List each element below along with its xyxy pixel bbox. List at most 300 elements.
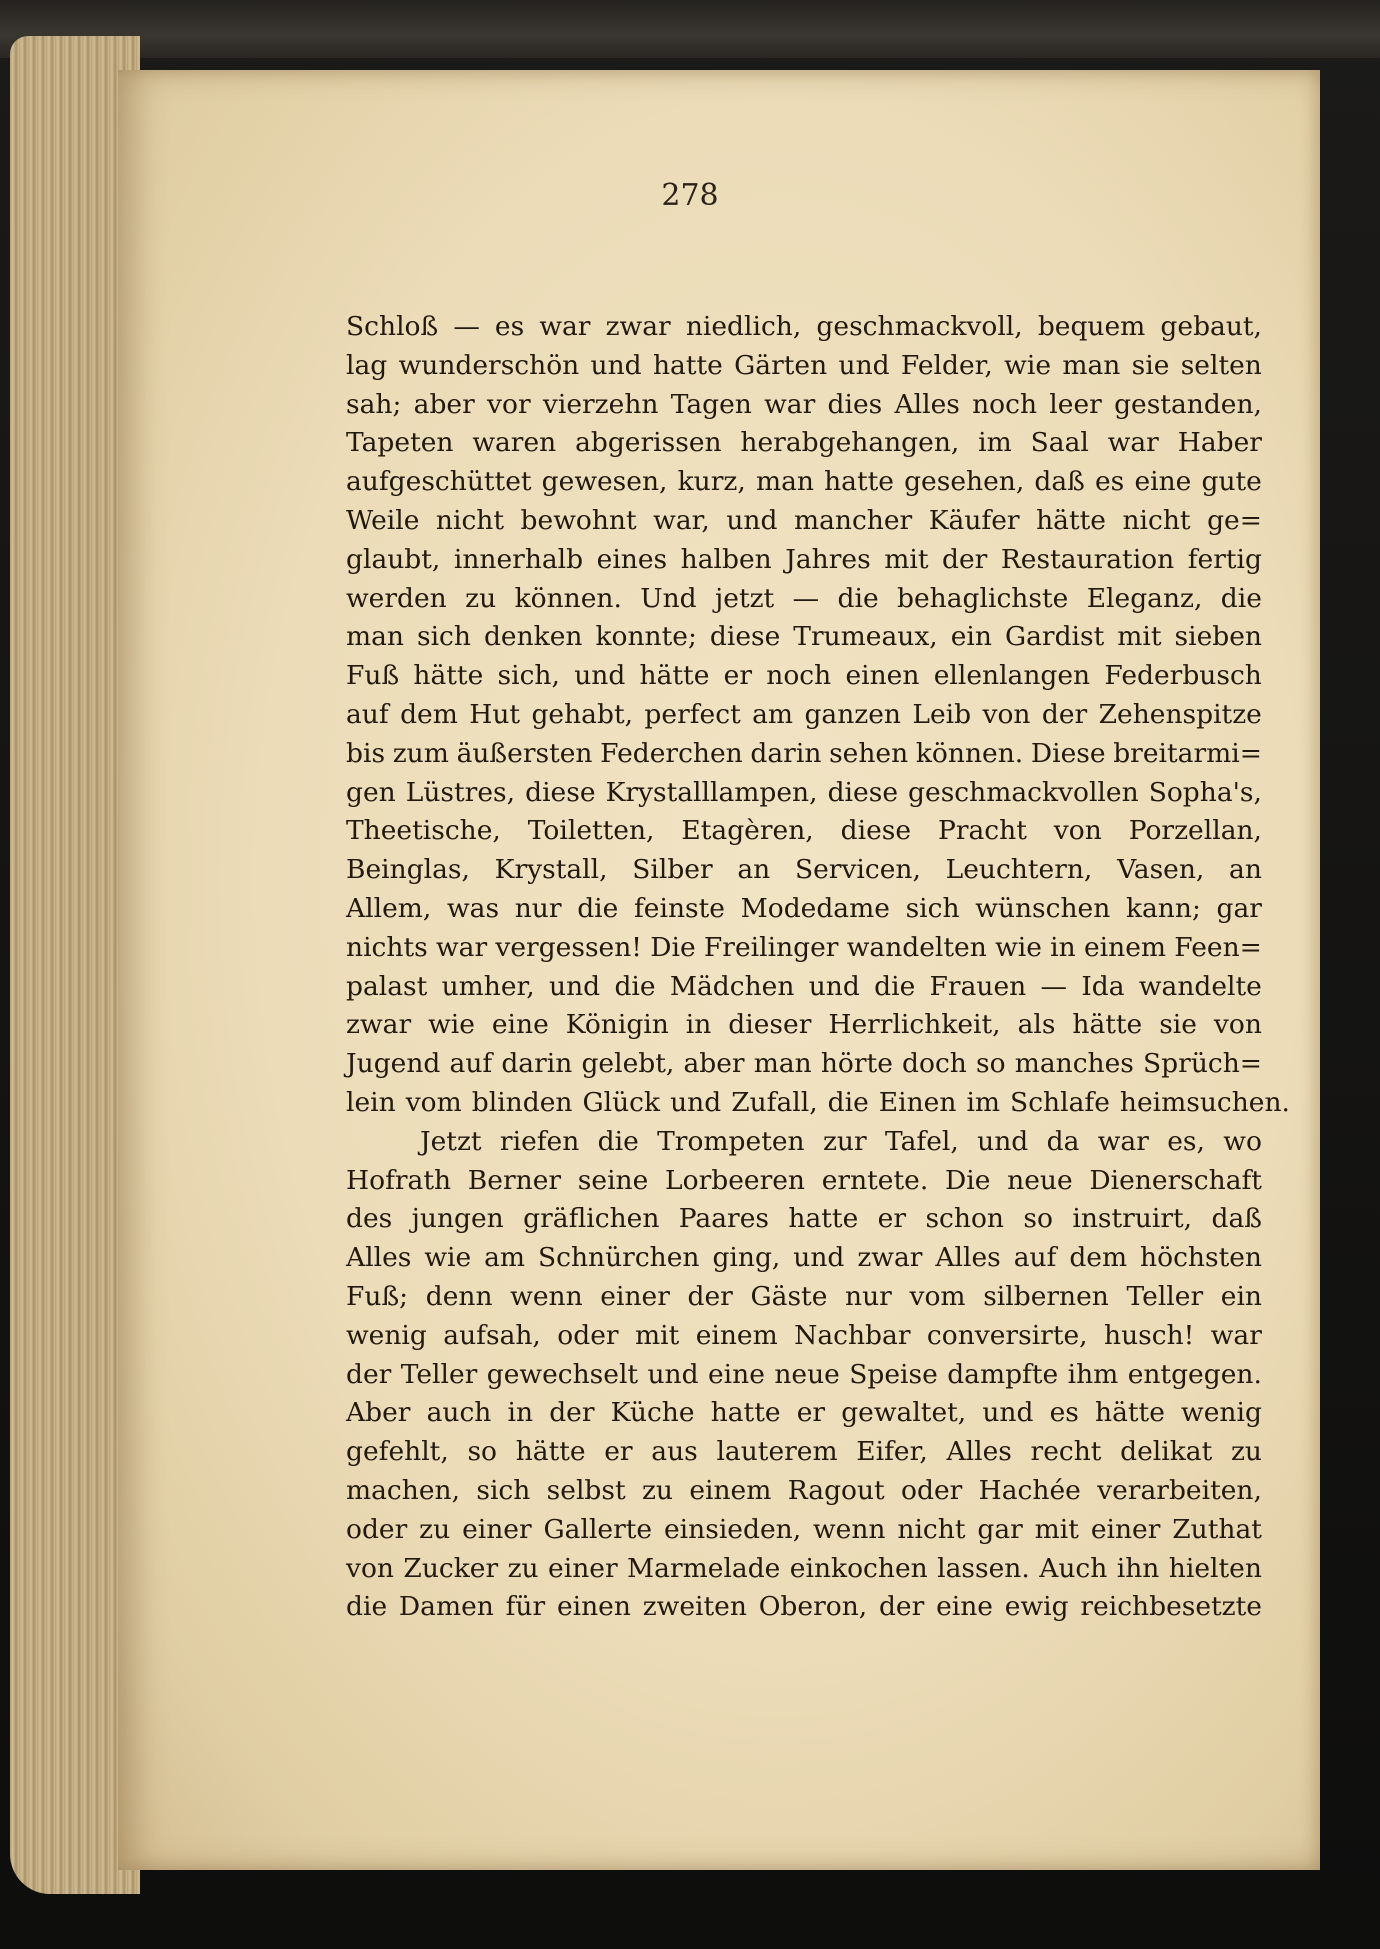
word: leer [1049, 388, 1102, 420]
body-text [346, 308, 1290, 1627]
word: er [796, 1397, 826, 1429]
word: auch [426, 1397, 492, 1429]
word: glaubt, [346, 543, 441, 575]
word: manches [1014, 1048, 1134, 1080]
word: Zufall, [731, 1086, 818, 1118]
word: der [1041, 698, 1088, 730]
text-line [346, 1550, 1262, 1589]
word: und [670, 1086, 722, 1118]
word: Tafel, [885, 1125, 959, 1157]
word: aber [683, 1048, 745, 1080]
word: die [597, 1125, 639, 1157]
word: Die [944, 1164, 991, 1196]
word: man [1062, 349, 1121, 381]
word: Trumeaux, [793, 621, 938, 653]
word: am [484, 1242, 526, 1274]
word: Saal [1030, 427, 1089, 459]
word: zu [641, 1474, 673, 1506]
word: Zuthat [1172, 1513, 1262, 1545]
word: diese [709, 621, 781, 653]
word: dieser [728, 1009, 812, 1041]
word: und [590, 349, 642, 381]
word: breitarmi= [1113, 737, 1262, 769]
text-line [346, 308, 1262, 347]
word: recht [1030, 1436, 1102, 1468]
word: auf [346, 698, 389, 730]
word: einem [1083, 931, 1167, 963]
word: Fuß [346, 660, 400, 692]
word: am [752, 698, 794, 730]
word: reichbesetzte [1080, 1591, 1262, 1623]
word: ge= [1207, 504, 1262, 536]
word: hörte [820, 1048, 893, 1080]
word: bequem [1037, 311, 1146, 342]
word: und [977, 1125, 1029, 1157]
word: von [982, 698, 1031, 730]
text-line [346, 929, 1262, 968]
word: hatte [652, 349, 723, 381]
word: Feen= [1174, 931, 1262, 963]
word: höchsten [1140, 1242, 1262, 1274]
word: Einen [878, 1086, 957, 1118]
word: hielten [1168, 1552, 1262, 1584]
word: husch! [1104, 1319, 1195, 1351]
word: die [827, 1086, 869, 1118]
word: war [1097, 1125, 1149, 1157]
word: Schlafe [1010, 1086, 1110, 1118]
text-line [346, 774, 1262, 813]
word: Servicen, [794, 854, 921, 886]
word: es [1049, 1397, 1079, 1429]
word: mit [1034, 1513, 1079, 1545]
word: in [1050, 931, 1076, 963]
word: Küche [610, 1397, 695, 1429]
word: perfect [644, 698, 741, 730]
word: Toiletten, [527, 815, 655, 847]
word: Die [650, 931, 696, 963]
text-line [346, 696, 1262, 735]
word: — [792, 582, 820, 614]
word: Sopha's, [1148, 776, 1262, 808]
word: in [507, 1397, 534, 1429]
word: hätte [1072, 1009, 1143, 1041]
word: so [467, 1436, 498, 1468]
word: aufsah, [443, 1319, 541, 1351]
word: Freilinger [703, 931, 839, 963]
word: hatte [824, 466, 894, 498]
word: Theetische, [346, 815, 501, 847]
text-line [346, 1084, 1290, 1123]
text-line [346, 1511, 1262, 1550]
word: es, [1167, 1125, 1205, 1157]
word: Und [640, 582, 697, 614]
word: von [1213, 1009, 1262, 1041]
word: palast [346, 970, 428, 1002]
word: oder [557, 1319, 619, 1351]
word: sich [905, 892, 960, 924]
text-line [346, 618, 1262, 657]
word: einem [689, 1474, 772, 1506]
word: wie [995, 931, 1042, 963]
word: hätte [515, 1436, 586, 1468]
word: vom [909, 1280, 966, 1312]
word: lauterem [716, 1436, 838, 1468]
word: zu [1230, 1436, 1262, 1468]
word: Dienerschaft [1089, 1164, 1262, 1196]
word: Beinglas, [346, 854, 470, 886]
word: Diese [1030, 737, 1106, 769]
text-line [346, 1317, 1262, 1356]
word: Gardist [1004, 621, 1105, 653]
word: jungen [411, 1203, 504, 1235]
word: hätte [1036, 504, 1106, 536]
word: Trompeten [657, 1125, 805, 1157]
word: der [878, 1591, 925, 1623]
word: Herrlichkeit, [828, 1009, 1001, 1041]
word: gestanden, [1114, 388, 1262, 420]
word: ganzen [804, 698, 901, 730]
word: Oberon, [758, 1591, 868, 1623]
word: Eifer, [856, 1436, 928, 1468]
word: vor [487, 388, 531, 420]
word: die [1220, 582, 1262, 614]
word: war [435, 931, 488, 963]
word: nur [845, 1280, 892, 1312]
word: gar [977, 1513, 1023, 1545]
word: blinden [471, 1086, 573, 1118]
word: dem [400, 698, 458, 730]
word: einer [1090, 1513, 1161, 1545]
word: Silber [632, 854, 713, 886]
word: gewaltet, [841, 1397, 967, 1429]
word: wenn [813, 1513, 886, 1545]
word: und [549, 970, 601, 1002]
word: war [1107, 427, 1159, 459]
text-line [346, 1123, 1262, 1162]
word: Teller [400, 1358, 478, 1390]
word: so [976, 1048, 1006, 1080]
word: die [874, 970, 916, 1002]
word: Fuß; [346, 1280, 409, 1312]
text-line [346, 1006, 1262, 1045]
word: war [764, 388, 816, 420]
word: Modedame [740, 892, 890, 924]
word: zweiten [642, 1591, 747, 1623]
word: wandelte [1138, 970, 1262, 1002]
word: noch [972, 388, 1038, 420]
word: einen [556, 1591, 631, 1623]
word: als [1017, 1009, 1056, 1041]
word: Etagèren, [681, 815, 814, 847]
word: vergessen! [495, 931, 642, 963]
word: seine [577, 1164, 649, 1196]
word: dies [827, 388, 883, 420]
word: delikat [1120, 1436, 1213, 1468]
word: hatte [788, 1203, 859, 1235]
word: Schnürchen [537, 1242, 700, 1274]
word: Hachée [978, 1474, 1081, 1506]
word: zu [465, 582, 497, 614]
word: vom [405, 1086, 462, 1118]
word: darin [750, 737, 822, 769]
word: von [1053, 815, 1102, 847]
word: gute [1201, 466, 1262, 498]
word: die [346, 1591, 388, 1623]
word: hätte [1095, 1397, 1165, 1429]
word: Zucker [403, 1552, 499, 1584]
word: die [614, 970, 656, 1002]
word: im [978, 427, 1012, 459]
word: conversirte, [926, 1319, 1088, 1351]
word: wie [424, 1242, 472, 1274]
word: einen [845, 660, 920, 692]
word: wie [428, 1009, 475, 1041]
word: instruirt, [1072, 1203, 1193, 1235]
word: war, [653, 504, 710, 536]
word: war [539, 311, 591, 342]
word: gehabt, [531, 698, 634, 730]
word: umher, [441, 970, 535, 1002]
word: er [723, 660, 753, 692]
word: erntete. [821, 1164, 929, 1196]
text-line [346, 1200, 1262, 1239]
text-line [346, 463, 1262, 502]
word: Pracht [937, 815, 1027, 847]
word: lassen. [937, 1552, 1030, 1584]
word: — [453, 311, 480, 342]
word: Federchen [600, 737, 743, 769]
word: die [577, 892, 619, 924]
word: des [346, 1203, 393, 1235]
word: und [808, 970, 860, 1002]
word: waren [472, 427, 557, 459]
word: diese [827, 776, 898, 808]
word: der [549, 1397, 595, 1429]
text-line [346, 580, 1262, 619]
word: — [1040, 970, 1068, 1002]
word: Speise [849, 1358, 938, 1390]
word: aufgeschüttet [346, 466, 532, 498]
word: Schloß [346, 311, 439, 342]
word: nicht [897, 1513, 966, 1545]
word: ein [950, 621, 992, 653]
word: Marmelade [627, 1552, 781, 1584]
text-line [346, 1394, 1262, 1433]
word: neue [1007, 1164, 1073, 1196]
word: ein [1220, 1280, 1262, 1312]
text-line [346, 541, 1262, 580]
word: Jetzt [420, 1125, 482, 1157]
word: halben [680, 543, 772, 575]
word: diese [525, 776, 596, 808]
text-line [346, 1472, 1262, 1511]
word: Porzellan, [1128, 815, 1262, 847]
word: Glück [582, 1086, 661, 1118]
word: ewig [1004, 1591, 1069, 1623]
word: Restauration [1000, 543, 1175, 575]
word: ellenlangen [933, 660, 1091, 692]
word: doch [902, 1048, 967, 1080]
word: im [966, 1086, 1001, 1118]
word: einer [462, 1513, 532, 1545]
word: einem [695, 1319, 778, 1351]
book-cover-edge [0, 0, 1380, 58]
word: Weile [346, 504, 420, 536]
word: selten [1180, 349, 1262, 381]
word: eines [596, 543, 668, 575]
text-line [346, 502, 1262, 541]
word: da [1046, 1125, 1080, 1157]
word: feinste [633, 892, 725, 924]
word: und [838, 349, 890, 381]
word: wandelten [846, 931, 987, 963]
word: an [1229, 854, 1262, 886]
word: einsieden, [664, 1513, 802, 1545]
word: er [604, 1436, 633, 1468]
word: Zehenspitze [1098, 698, 1262, 730]
word: ging, [712, 1242, 781, 1274]
word: werden [346, 582, 447, 614]
word: Aber [346, 1397, 411, 1429]
word: eine [708, 1358, 765, 1390]
word: lag [346, 349, 388, 381]
word: zwar [857, 1242, 923, 1274]
text-line [346, 735, 1262, 774]
word: Königin [565, 1009, 669, 1041]
word: äußersten [456, 737, 593, 769]
word: Alles [894, 388, 960, 420]
word: dampfte [947, 1358, 1059, 1390]
word: es [494, 311, 525, 342]
word: diese [840, 815, 912, 847]
word: noch [766, 660, 832, 692]
word: wenig [1181, 1397, 1262, 1429]
word: man [346, 621, 404, 653]
word: Ragout [787, 1474, 885, 1506]
word: geschmackvollen [908, 776, 1139, 808]
word: oder [346, 1513, 408, 1545]
word: mit [635, 1319, 680, 1351]
word: wenig [346, 1319, 427, 1351]
word: auf [1013, 1242, 1057, 1274]
word: wünschen [975, 892, 1111, 924]
word: bis [346, 737, 386, 769]
word: innerhalb [453, 543, 584, 575]
word: zu [507, 1552, 539, 1584]
word: riefen [499, 1125, 580, 1157]
word: gräflichen [523, 1203, 660, 1235]
word: Federbusch [1104, 660, 1262, 692]
word: zum [392, 737, 449, 769]
word: konnte; [595, 621, 697, 653]
word: was [446, 892, 500, 924]
word: die [837, 582, 879, 614]
word: sie [1131, 349, 1170, 381]
word: einer [600, 1280, 670, 1312]
page-number: 278 [661, 178, 719, 213]
word: in [685, 1009, 712, 1041]
word: lein [346, 1086, 396, 1118]
word: gesehen, [904, 466, 1025, 498]
word: gewesen, [541, 466, 668, 498]
word: nur [514, 892, 562, 924]
word: oder [901, 1474, 963, 1506]
word: nicht [435, 504, 505, 536]
word: silbernen [983, 1280, 1109, 1312]
word: geschmackvoll, [816, 311, 1023, 342]
word: Paares [678, 1203, 769, 1235]
word: mit [1117, 621, 1162, 653]
word: zur [822, 1125, 867, 1157]
word: und [647, 1358, 699, 1390]
word: denn [425, 1280, 493, 1312]
word: sich [476, 1474, 531, 1506]
word: sah; [346, 388, 402, 420]
word: er [877, 1203, 907, 1235]
text-line [346, 1162, 1262, 1201]
word: Hut [469, 698, 521, 730]
word: Hofrath [346, 1164, 452, 1196]
word: und [982, 1397, 1034, 1429]
word: Teller [1126, 1280, 1204, 1312]
text-line [346, 386, 1262, 425]
text-line [346, 1278, 1262, 1317]
word: Tagen [670, 388, 752, 420]
text-line [346, 812, 1262, 851]
word: zwar [605, 311, 671, 342]
word: wie [1004, 349, 1051, 381]
word: kann; [1125, 892, 1201, 924]
word: selbst [546, 1474, 626, 1506]
word: und [793, 1242, 845, 1274]
word: Nachbar [794, 1319, 911, 1351]
word: man [753, 1048, 812, 1080]
word: nichts [346, 931, 428, 963]
word: ihn [1116, 1552, 1160, 1584]
word: für [505, 1591, 546, 1623]
word: fertig [1187, 543, 1262, 575]
word: einer [548, 1552, 618, 1584]
word: Mädchen [669, 970, 795, 1002]
word: gar [1216, 892, 1262, 924]
word: eine [491, 1009, 549, 1041]
word: eine [1134, 466, 1192, 498]
word: Berner [467, 1164, 562, 1196]
word: Alles [946, 1436, 1012, 1468]
word: niedlich, [685, 311, 802, 342]
word: Vasen, [1117, 854, 1205, 886]
text-line [346, 1239, 1262, 1278]
word: war [1210, 1319, 1262, 1351]
word: heimsuchen. [1119, 1086, 1290, 1118]
word: dem [1069, 1242, 1128, 1274]
word: Allem, [346, 892, 432, 924]
word: mit [884, 543, 929, 575]
word: nicht [1122, 504, 1191, 536]
word: Alles [935, 1242, 1001, 1274]
text-line [346, 1433, 1262, 1472]
word: und [726, 504, 778, 536]
word: Leuchtern, [945, 854, 1093, 886]
word: gefehlt, [346, 1436, 449, 1468]
word: jetzt [715, 582, 775, 614]
word: der [942, 543, 988, 575]
word: sich [416, 621, 471, 653]
word: Alles [346, 1242, 412, 1274]
text-line [346, 347, 1262, 386]
word: denken [483, 621, 583, 653]
word: sehen [829, 737, 909, 769]
